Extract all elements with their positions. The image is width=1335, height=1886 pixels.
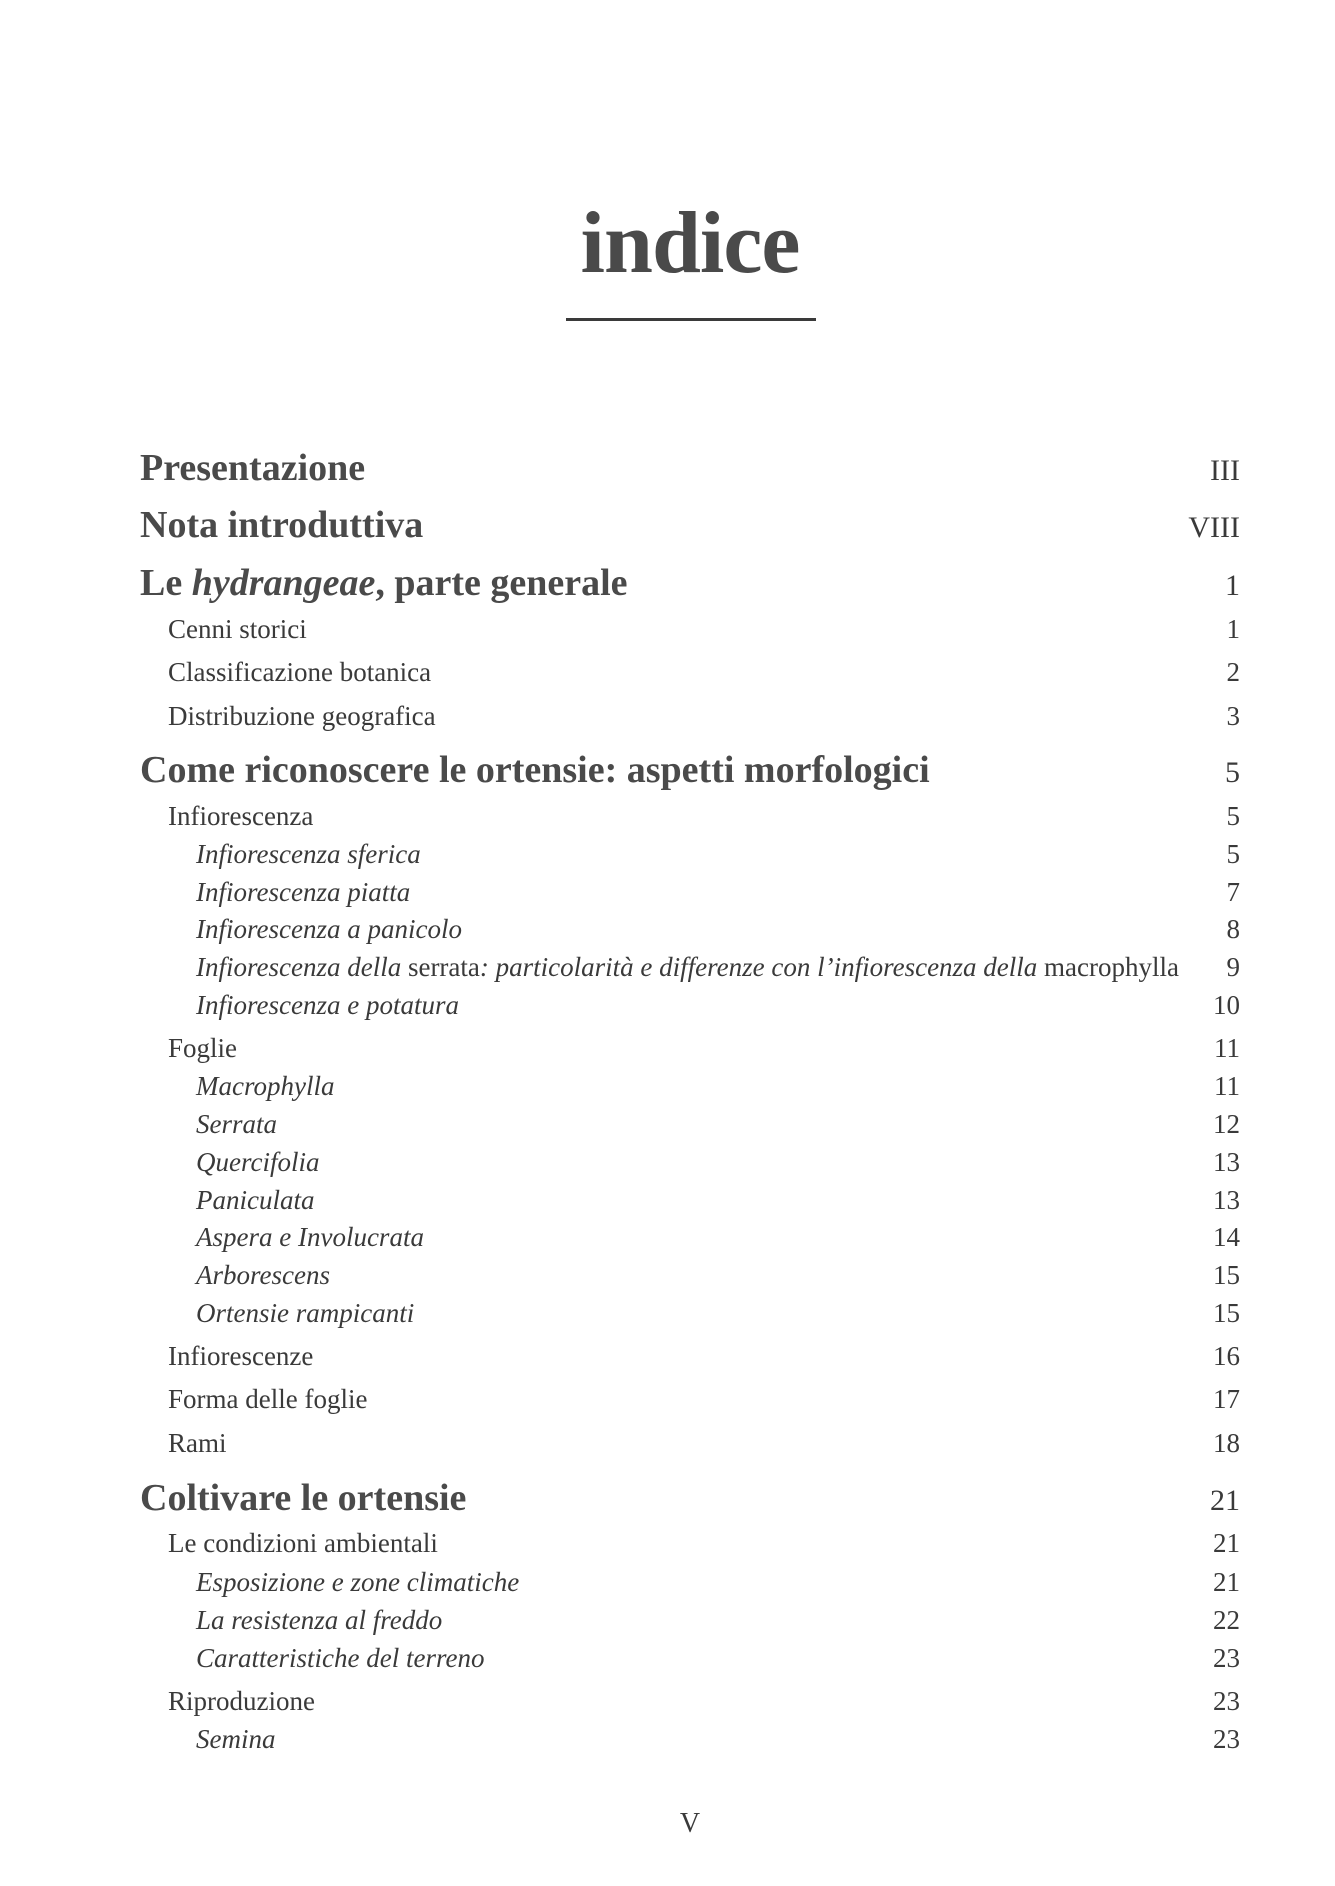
toc-entry[interactable]	[140, 1605, 1240, 1636]
toc-entry[interactable]	[140, 914, 1240, 945]
toc-entry-page: 1	[1226, 614, 1240, 644]
toc-entry[interactable]	[140, 1109, 1240, 1140]
toc-entry[interactable]	[140, 1567, 1240, 1598]
toc-entry-label: Infiorescenze	[168, 1341, 314, 1371]
toc-entry[interactable]	[140, 561, 1240, 605]
toc-entry-page: 14	[1213, 1222, 1240, 1252]
toc-entry[interactable]	[140, 1686, 1240, 1717]
toc-entry-page: 11	[1214, 1071, 1240, 1101]
toc-entry-page: III	[1210, 454, 1240, 487]
toc-entry-page: 8	[1226, 914, 1240, 944]
toc-entry-label: Infiorescenza a panicolo	[196, 914, 462, 944]
toc-entry[interactable]	[140, 1341, 1240, 1372]
toc-entry[interactable]	[140, 1528, 1240, 1559]
toc-entry-page: 12	[1213, 1109, 1240, 1139]
toc-entry-label: Rami	[168, 1428, 227, 1458]
toc-entry[interactable]	[140, 614, 1240, 645]
toc-entry[interactable]	[140, 1643, 1240, 1674]
toc-entry-label	[140, 561, 628, 605]
toc-entry[interactable]	[140, 1428, 1240, 1459]
toc-entry-page: 15	[1213, 1260, 1240, 1290]
toc-entry-label: Le condizioni ambientali	[168, 1528, 438, 1558]
label-part: : particolarità e differenze con l’infiorescenza della	[479, 952, 1045, 982]
toc-entry-page: 5	[1226, 839, 1240, 869]
toc-entry-label: Classificazione botanica	[168, 657, 432, 687]
toc-entry[interactable]	[140, 877, 1240, 908]
toc-entry-page: 17	[1213, 1384, 1240, 1414]
toc-entry-label: Nota introduttiva	[140, 504, 424, 546]
toc-entry-label: Coltivare le ortensie	[140, 1477, 467, 1519]
toc-entry-label: Distribuzione geografica	[168, 701, 436, 731]
toc-entry-label: Infiorescenza e potatura	[196, 990, 459, 1020]
toc-entry[interactable]	[140, 657, 1240, 688]
toc-entry-page: VIII	[1188, 511, 1240, 544]
toc-entry[interactable]	[140, 446, 1240, 490]
toc-entry-label: Caratteristiche del terreno	[196, 1643, 485, 1673]
toc-entry-label: Foglie	[168, 1033, 238, 1063]
toc-entry-label: Forma delle foglie	[168, 1384, 368, 1414]
toc-entry[interactable]	[140, 952, 1240, 983]
toc-entry[interactable]	[140, 503, 1240, 547]
toc-entry-label: Presentazione	[140, 447, 366, 489]
toc-entry-label: Infiorescenza	[168, 801, 314, 831]
toc-entry-page: 7	[1226, 877, 1240, 907]
label-part-roman: serrata	[407, 952, 480, 982]
toc-entry-label: Come riconoscere le ortensie: aspetti morfologici	[140, 749, 930, 791]
toc-entry-label: Aspera e Involucrata	[196, 1222, 424, 1252]
toc-entry[interactable]	[140, 1298, 1240, 1329]
toc-entry[interactable]	[140, 839, 1240, 870]
toc-entry[interactable]	[140, 1147, 1240, 1178]
toc-entry[interactable]	[140, 1185, 1240, 1216]
toc-entry[interactable]	[140, 1222, 1240, 1253]
toc-entry-label: Macrophylla	[196, 1071, 335, 1101]
label-part-italic: hydrangeae	[191, 562, 376, 604]
toc-entry-page: 3	[1226, 701, 1240, 731]
toc-entry-page: 21	[1213, 1567, 1240, 1597]
toc-entry-page: 22	[1213, 1605, 1240, 1635]
toc-entry-page: 21	[1213, 1528, 1240, 1558]
toc-entry-label: Riproduzione	[168, 1686, 315, 1716]
toc-entry-label: Arborescens	[196, 1260, 330, 1290]
toc-entry-page: 15	[1213, 1298, 1240, 1328]
label-part: Le	[140, 562, 192, 604]
toc-entry[interactable]	[140, 701, 1240, 732]
toc-entry[interactable]	[140, 1476, 1240, 1520]
toc-entry-label: Cenni storici	[168, 614, 307, 644]
toc-entry-page: 23	[1213, 1643, 1240, 1673]
toc-entry-page: 21	[1210, 1484, 1240, 1517]
toc-entry-label: Ortensie rampicanti	[196, 1298, 415, 1328]
toc-entry-page: 10	[1213, 990, 1240, 1020]
toc-entry[interactable]	[140, 1724, 1240, 1755]
page-title: indice	[580, 195, 800, 292]
title-underline	[566, 318, 816, 321]
toc-entry[interactable]	[140, 1071, 1240, 1102]
toc-entry-label: Infiorescenza piatta	[196, 877, 411, 907]
label-part: , parte generale	[375, 562, 628, 604]
toc-entry-label: Quercifolia	[196, 1147, 320, 1177]
toc-entry-page: 13	[1213, 1185, 1240, 1215]
toc-entry-label	[140, 952, 1179, 983]
toc-entry-page: 5	[1226, 801, 1240, 831]
toc-entry-page: 16	[1213, 1341, 1240, 1371]
label-part: Infiorescenza della	[196, 952, 408, 982]
toc-entry-page: 2	[1226, 657, 1240, 687]
toc-entry[interactable]	[140, 801, 1240, 832]
toc-entry[interactable]	[140, 1260, 1240, 1291]
toc-entry-label: Esposizione e zone climatiche	[196, 1567, 520, 1597]
toc-entry-label: Semina	[196, 1724, 276, 1754]
toc-entry-label: Paniculata	[196, 1185, 315, 1215]
toc-entry[interactable]	[140, 990, 1240, 1021]
toc-entry-page: 9	[1226, 952, 1240, 982]
toc-entry-label: Infiorescenza sferica	[196, 839, 421, 869]
toc-entry-page: 23	[1213, 1724, 1240, 1754]
toc-entry-page: 1	[1225, 569, 1240, 602]
toc-entry[interactable]	[140, 1384, 1240, 1415]
toc-entry-page: 11	[1214, 1033, 1240, 1063]
toc-entry-label: Serrata	[196, 1109, 277, 1139]
page-number: V	[679, 1808, 701, 1839]
toc-entry-page: 18	[1213, 1428, 1240, 1458]
toc-entry[interactable]	[140, 748, 1240, 792]
toc-entry-page: 23	[1213, 1686, 1240, 1716]
toc-entry-page: 5	[1225, 756, 1240, 789]
label-part-roman: macrophylla	[1044, 952, 1179, 982]
toc-entry-page: 13	[1213, 1147, 1240, 1177]
toc-entry[interactable]	[140, 1033, 1240, 1064]
toc-entry-label: La resistenza al freddo	[196, 1605, 443, 1635]
